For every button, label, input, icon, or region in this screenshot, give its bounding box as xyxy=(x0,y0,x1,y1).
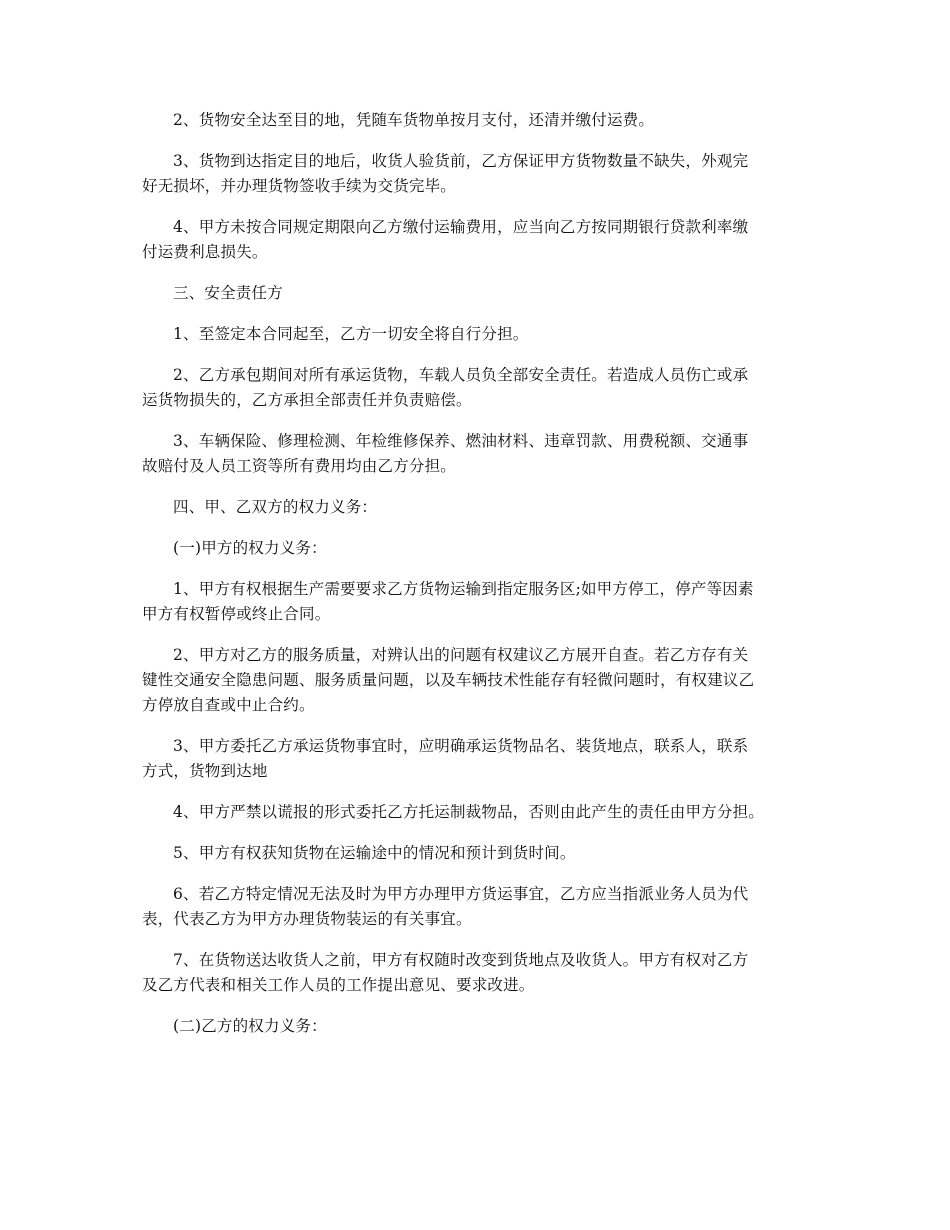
paragraph-line: 2、货物安全达至目的地，凭随车货物单按月支付，还清并缴付运费。 xyxy=(173,111,655,129)
paragraph xyxy=(142,495,822,520)
paragraph-line: 三、安全责任方 xyxy=(173,284,283,302)
paragraph-line: 运货物损失的，乙方承担全部责任并负责赔偿。 xyxy=(142,391,472,409)
paragraph xyxy=(142,536,822,561)
paragraph-line: 付运费利息损失。 xyxy=(142,243,268,261)
paragraph-line: 甲方有权暂停或终止合同。 xyxy=(142,605,331,623)
paragraph xyxy=(142,1014,822,1039)
paragraph xyxy=(142,149,822,199)
paragraph-line: 好无损坏，并办理货物签收手续为交货完毕。 xyxy=(142,177,457,195)
paragraph-line: 3、货物到达指定目的地后，收货人验货前，乙方保证甲方货物数量不缺失，外观完 xyxy=(173,152,749,170)
paragraph xyxy=(142,281,822,306)
paragraph xyxy=(142,429,822,479)
paragraph-line: 故赔付及人员工资等所有费用均由乙方分担。 xyxy=(142,457,457,475)
paragraph xyxy=(142,948,822,998)
paragraph-line: 键性交通安全隐患问题、服务质量问题，以及车辆技术性能存有轻微问题时，有权建议乙 xyxy=(142,671,755,689)
paragraph-line: 四、甲、乙双方的权力义务： xyxy=(173,498,378,516)
document-body xyxy=(142,108,822,1055)
paragraph xyxy=(142,215,822,265)
paragraph-line: (二)乙方的权力义务： xyxy=(173,1017,327,1035)
paragraph-line: 5、甲方有权获知货物在运输途中的情况和预计到货时间。 xyxy=(173,844,576,862)
paragraph-line: 3、甲方委托乙方承运货物事宜时，应明确承运货物品名、装货地点，联系人，联系 xyxy=(173,737,749,755)
paragraph xyxy=(142,734,822,784)
paragraph-line: 2、乙方承包期间对所有承运货物，车载人员负全部安全责任。若造成人员伤亡或承 xyxy=(173,366,749,384)
paragraph-line: 及乙方代表和相关工作人员的工作提出意见、要求改进。 xyxy=(142,976,535,994)
paragraph xyxy=(142,643,822,718)
paragraph xyxy=(142,322,822,347)
paragraph xyxy=(142,882,822,932)
paragraph-line: 方停放自查或中止合约。 xyxy=(142,696,315,714)
paragraph-line: 4、甲方未按合同规定期限向乙方缴付运输费用，应当向乙方按同期银行贷款利率缴 xyxy=(173,218,749,236)
paragraph-line: 1、甲方有权根据生产需要要求乙方货物运输到指定服务区;如甲方停工，停产等因素 xyxy=(173,580,754,598)
paragraph-line: 4、甲方严禁以谎报的形式委托乙方托运制裁物品，否则由此产生的责任由甲方分担。 xyxy=(173,803,764,821)
paragraph-line: (一)甲方的权力义务： xyxy=(173,539,327,557)
paragraph-line: 3、车辆保险、修理检测、年检维修保养、燃油材料、违章罚款、用费税额、交通事 xyxy=(173,432,749,450)
paragraph-line: 方式，货物到达地 xyxy=(142,762,268,780)
paragraph xyxy=(142,363,822,413)
paragraph xyxy=(142,841,822,866)
paragraph-line: 2、甲方对乙方的服务质量，对辨认出的问题有权建议乙方展开自查。若乙方存有关 xyxy=(173,646,749,664)
paragraph-line: 6、若乙方特定情况无法及时为甲方办理甲方货运事宜，乙方应当指派业务人员为代 xyxy=(173,885,749,903)
paragraph xyxy=(142,108,822,133)
paragraph xyxy=(142,800,822,825)
paragraph-line: 7、在货物送达收货人之前，甲方有权随时改变到货地点及收货人。甲方有权对乙方 xyxy=(173,951,749,969)
paragraph xyxy=(142,577,822,627)
paragraph-line: 1、至签定本合同起至，乙方一切安全将自行分担。 xyxy=(173,325,529,343)
paragraph-line: 表，代表乙方为甲方办理货物装运的有关事宜。 xyxy=(142,910,472,928)
